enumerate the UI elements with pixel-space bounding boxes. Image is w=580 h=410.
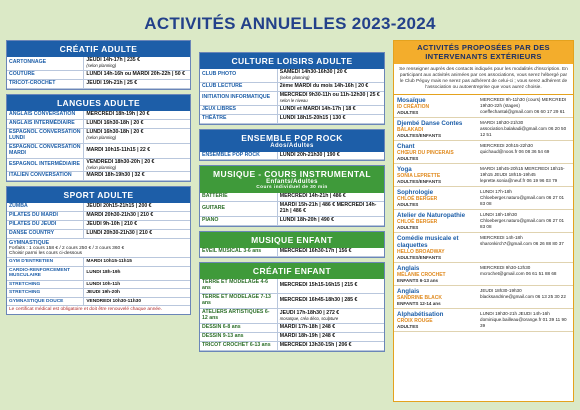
contact-info: LUNDI 17h-18h Chloeberger.naturo@gmail.com 06 27 01 83 08 [480,189,565,206]
list-item [394,210,573,233]
musique-enfant-section [199,231,385,258]
schedule-text: MERCREDI 16h30-17h | 156 € [279,248,352,255]
activity-name: TERRE ET MODELAGE 7-13 ans [200,294,277,309]
activity-table [200,152,384,161]
intro-text: Se renseigner auprès des contacts indiqués pour les modalités d'inscription. En participant aux activités animées par ces associations, vous serez hébergé par le Club Péguy mais ne serez pas adhérent de celui-ci ; vous serez adhérent de l'association ou autoentreprise que vous aurez choisie. [394,64,573,95]
activity-info [397,120,480,138]
table-row [7,212,190,221]
schedule-extra: (selon planning) [279,74,310,80]
list-item [394,309,573,332]
schedule-text: MARDI 15h-21h | 486 € MERCREDI 14h-21h | 486 € [279,202,377,215]
activity-schedule [84,111,190,119]
schedule-text: MARDI 18h-19h30 | 32 € [86,172,145,179]
activity-name: ÉVEIL MUSICAL 3-6 ans [200,248,277,256]
activity-name: Sophrologie [397,189,434,197]
table-row [200,91,384,105]
middle-column [199,52,385,356]
activity-table [200,69,384,124]
table-row [200,248,384,256]
provider-name: SONIA LEPRETTE [397,173,441,180]
section-subtitle: Ados/Adultes [270,142,314,149]
activity-name: Alphabétisation [397,311,444,319]
schedule-text: JEUDI 9h-10h | 210 € [86,221,138,228]
contact-info: MARDI 18h30-21h30 association.balakadi@gmail.com 06 20 50 12 51 [480,120,567,137]
activity-schedule [84,289,190,298]
schedule-text: JEUDI 19h-21h | 25 € [86,79,138,86]
schedule-text: LUNDI et MARDI 14h-17h | 18 € [279,105,356,112]
table-row [200,217,384,226]
activity-info [397,288,480,306]
activity-name: Mosaïque [397,97,426,105]
gym-prices: Forfaits : 1 cours 158 € / 2 cours 250 € / 3 cours 360 € [9,246,125,252]
activity-table [200,279,384,351]
audience: ADULTES [397,225,419,231]
schedule-text: MARDI 18h-19h | 248 € [279,333,336,340]
activity-schedule [277,333,384,342]
table-row [7,111,190,119]
section-title: ENSEMBLE POP ROCK [241,132,343,143]
table-row [7,266,190,280]
table-row [7,297,190,306]
activity-table [7,203,190,239]
activity-schedule [277,248,384,256]
audience: ADULTES/ENFANTS [397,255,442,261]
table-row [7,289,190,298]
audience: ADULTES/ENFANTS [397,133,442,139]
activity-schedule [84,143,190,158]
activity-name: TERRE ET MODELAGE 4-6 ans [200,279,277,293]
activity-name: Chant [397,143,415,151]
intervenants-section [393,40,574,402]
activity-info [397,212,480,230]
schedule-text: MARDI 10h15-11h15 | 22 € [86,146,151,153]
table-row [200,333,384,342]
activity-schedule [277,91,384,105]
activity-schedule [84,128,190,143]
table-row [200,114,384,123]
activity-schedule [277,105,384,114]
activity-schedule [84,119,190,128]
section-header [200,166,384,193]
activity-name: INITIATION INFORMATIQUE [200,91,277,105]
contact-info: MERCREDI 9h-11h30 (cours) MERCREDI 19h30-22h (stages) coeffechantal@gmail.com 06 60 17 29 61 [480,97,567,114]
activity-schedule [277,217,384,226]
table-row [7,119,190,128]
activity-schedule [84,297,190,306]
musique-instrumental-section [199,165,385,227]
table-row [200,324,384,333]
activity-name: Yoga [397,166,412,174]
activity-name: GUITARE [200,202,277,217]
schedule-text: MARDI 17h-18h | 248 € [279,324,336,331]
audience: ADULTES [397,324,419,330]
activity-name: Comédie musicale et claquettes [397,235,459,250]
activity-schedule [84,70,190,79]
activity-name: ESPAGNOL CONVERSATION LUNDI [7,128,84,143]
table-row [7,128,190,143]
activity-schedule [277,309,384,324]
activity-info [397,265,480,283]
contact-info: MARDI 18h45-20h15 MERCREDI 18h15-19h15 JEUDI 18h15-19h45 leprette.sonia@neuf.fr 06 19 96 03 79 [480,166,565,183]
table-row [200,105,384,114]
schedule-text: VENDREDI 10h30-11h30 [86,298,142,304]
activity-info [397,166,480,184]
activity-info [397,143,480,161]
contact-info: MERCREDI 14h-18h sharonkirch7@gmail.com 06 26 88 80 37 [480,235,564,247]
activity-table [200,193,384,226]
activity-name: ZUMBA [7,203,84,211]
schedule-extra: selon le niveau [279,97,308,103]
activity-info [397,311,480,329]
table-row [200,152,384,160]
contact-info: LUNDI 18h-19h30 Chloeberger.naturo@gmail.com 06 27 01 83 08 [480,212,565,229]
activity-name: PIANO [200,217,277,226]
activity-schedule [84,212,190,221]
section-header: MUSIQUE ENFANT [200,232,384,248]
schedule-text: LUNDI 20h-21h30 | 190 € [279,151,340,158]
contact-info: JEUDI 18h30-19h30 blacksandrine@gmail.com 06 13 25 30 22 [480,288,566,300]
activity-name: COUTURE [7,70,84,79]
schedule-text: LUNDI 18h-20h | 490 € [279,217,334,224]
section-header: CULTURE LOISIRS ADULTE [200,53,384,69]
table-row [200,309,384,324]
activity-table [200,248,384,257]
activity-schedule [277,202,384,217]
schedule-text: MERCREDI 14h-21h | 486 € [279,193,346,200]
contact-info: MERCREDI 20h15-22h30 quichaud@noos.fr 06 08 36 54 69 [480,143,550,155]
creatif-enfant-section [199,262,385,352]
list-item [394,233,573,263]
activity-name: GYM D'ENTRETIEN [7,258,84,266]
schedule-extra: (selon planning) [86,135,117,141]
section-title: MUSIQUE - COURS INSTRUMENTAL [213,169,371,180]
activity-name: BATTERIE [200,193,277,201]
sport-adulte-section [6,186,191,315]
culture-loisirs-section [199,52,385,125]
activity-schedule [84,221,190,230]
activity-schedule [84,158,190,172]
activity-name: STRETCHING [7,289,84,298]
list-item [394,263,573,286]
activity-info [397,97,480,115]
gym-choice: Choisir parmi les cours ci-dessous [9,251,83,257]
table-row [200,69,384,82]
table-row [7,230,190,239]
section-header: LANGUES ADULTE [7,95,190,111]
section-note: Cours individuel de 30 min [256,185,328,191]
activity-name: Anglais [397,288,420,296]
audience: ADULTES [397,156,419,162]
schedule-text: LUNDI 10h-11h [86,281,121,287]
activity-table [7,111,190,182]
activity-table [7,57,190,89]
pop-rock-section [199,129,385,162]
schedule-text: LUNDI 20h30-21h30 | 210 € [86,230,153,237]
activity-name: Djembé Danse Contes [397,120,463,128]
activity-schedule [277,193,384,201]
creatif-adulte-section [6,40,191,90]
schedule-text: MERCREDI 16h45-18h30 | 285 € [279,297,358,304]
table-row [200,294,384,309]
schedule-extra: mosaïque, créa déco, sculpture [279,315,339,321]
schedule-text: LUNDI 16h30-18h | 20 € [86,129,144,136]
activity-info [397,235,480,260]
activity-schedule [84,172,190,181]
table-row [7,172,190,181]
activity-name: PILATES DU MARDI [7,212,84,221]
schedule-extra: (selon planning) [86,62,117,68]
activity-name: ESPAGNOL CONVERSATION MARDI [7,143,84,158]
activity-name: TRICOT CROCHET 6-13 ans [200,342,277,351]
schedule-text: MARDI 10h15-11h15 [86,259,132,265]
schedule-text: JEUDI 19h-20h [86,290,120,296]
activity-name: ENSEMBLE POP ROCK [200,152,277,160]
provider-name: CROIX ROUGE [397,318,433,325]
left-column [6,40,191,319]
schedule-text: LUNDI 16h30-18h | 20 € [86,119,144,126]
activity-name: Atelier de Naturopathie [397,212,466,220]
table-row [7,143,190,158]
activity-name: DESSIN 9-13 ans [200,333,277,342]
activity-name: CLUB LECTURE [200,82,277,91]
section-header: ACTIVITÉS PROPOSÉES PAR DES INTERVENANTS EXTÉRIEURS [394,41,573,64]
activity-schedule [84,280,190,289]
table-row [7,258,190,266]
activity-info [397,189,480,207]
contact-info: LUNDI 19h30-21h JEUDI 14h-16h dominique.bailleau@orange.fr 01 39 11 90 39 [480,311,567,328]
list-item [394,95,573,118]
activity-schedule [277,114,384,123]
activity-schedule [277,69,384,82]
list-item [394,141,573,164]
gym-title: GYMNASTIQUE [9,240,50,247]
table-row [7,203,190,211]
intervenants-list [394,95,573,332]
table-row [7,280,190,289]
activity-schedule [277,152,384,160]
table-row [7,57,190,70]
table-row [7,158,190,172]
table-row [200,342,384,351]
section-header: SPORT ADULTE [7,187,190,203]
schedule-text: JEUDI 20h15-21h15 | 200 € [86,203,152,210]
activity-name: JEUX LIBRES [200,105,277,114]
activity-name: DESSIN 6-8 ans [200,324,277,333]
activity-schedule [277,324,384,333]
table-row [200,193,384,201]
schedule-text: SAMEDI 14h30-16h30 | 20 € [279,69,347,75]
schedule-text: JEUDI 17h-18h30 | 272 € [279,309,340,316]
activity-name: TRICOT-CROCHET [7,79,84,88]
schedule-text: 2ème MARDI du mois 14h-16h | 20 € [279,82,369,89]
activity-name: CLUB PHOTO [200,69,277,82]
section-header [200,130,384,152]
activity-schedule [84,79,190,88]
activity-schedule [84,266,190,280]
provider-name: MÉLANIE CROCHET [397,272,446,279]
section-header: CRÉATIF ENFANT [200,263,384,279]
section-subtitle: Enfants/Adultes [266,179,318,186]
schedule-text: JEUDI 14h-17h | 235 € [86,57,140,63]
schedule-text: MERCREDI 13h30-15h | 206 € [279,342,352,349]
audience: ENFANTS 6-13 ans [397,278,439,284]
activity-name: ITALIEN CONVERSATION [7,172,84,181]
audience: ADULTES [397,202,419,208]
activity-name: ESPAGNOL INTERMÉDIAIRE [7,158,84,172]
activity-schedule [277,342,384,351]
contact-info: MERCREDI 9h30-12h30 mcrochet@gmail.com 06 61 51 88 68 [480,265,557,277]
provider-name: CHŒUR DU PINCERAIS [397,150,454,157]
table-row [200,279,384,293]
activity-name: PILATES DU JEUDI [7,221,84,230]
activity-schedule [84,230,190,239]
activity-name: DANSE COUNTRY [7,230,84,239]
activity-schedule [84,203,190,211]
list-item [394,118,573,141]
table-row [7,221,190,230]
activity-name: ATELIERS ARTISTIQUES 6-12 ans [200,309,277,324]
audience: ENFANTS 12-14 ans [397,301,441,307]
gym-table [7,258,190,306]
activity-name: Anglais [397,265,420,273]
schedule-text: MERCREDI 9h30-11h ou 11h-12h30 | 25 € [279,91,380,98]
schedule-text: LUNDI 14h-16h ou MARDI 20h-22h | 50 € [86,70,185,77]
table-row [200,82,384,91]
list-item [394,187,573,210]
activity-name: GYMNASTIQUE DOUCE [7,297,84,306]
schedule-text: MARDI 20h30-21h30 | 210 € [86,212,154,219]
schedule-text: LUNDI 18h-19h [86,270,121,276]
medical-note: Le certificat médical est obligatoire et doit être renouvelé chaque année. [9,307,163,313]
list-item [394,164,573,187]
activity-schedule [277,294,384,309]
provider-name: ID CRÉATION [397,104,430,111]
activity-name: CARDIO-RENFORCEMENT MUSCULAIRE [7,266,84,280]
table-row [7,79,190,88]
langues-adulte-section [6,94,191,183]
section-header: CRÉATIF ADULTE [7,41,190,57]
page-title: ACTIVITÉS ANNUELLES 2023-2024 [144,14,436,33]
audience: ADULTES [397,110,419,116]
audience: ADULTES/ENFANTS [397,179,442,185]
schedule-text: MERCREDI 18h-19h | 20 € [86,110,150,117]
schedule-text: VENDREDI 18h30-20h | 20 € [86,158,155,165]
schedule-text: MERCREDI 15h15-16h15 | 215 € [279,282,358,289]
provider-name: BALAKADI [397,127,424,134]
activity-name: CARTONNAGE [7,57,84,70]
activity-schedule [84,258,190,266]
list-item [394,286,573,309]
table-row [200,202,384,217]
schedule-text: LUNDI 18h15-20h15 | 130 € [279,114,346,121]
provider-name: CHLOÉ BERGER [397,219,438,226]
provider-name: HELLO BROADWAY [397,249,445,256]
activity-schedule [277,82,384,91]
activity-schedule [277,279,384,293]
provider-name: CHLOÉ BERGER [397,196,438,203]
provider-name: SANDRINE BLACK [397,295,442,302]
activity-name: ANGLAIS CONVERSATION [7,111,84,119]
table-row [7,70,190,79]
activity-schedule [84,57,190,70]
activity-name: THÉÂTRE [200,114,277,123]
activity-name: ANGLAIS INTERMÉDIAIRE [7,119,84,128]
activity-name: STRETCHING [7,280,84,289]
schedule-extra: (selon planning) [86,164,117,170]
